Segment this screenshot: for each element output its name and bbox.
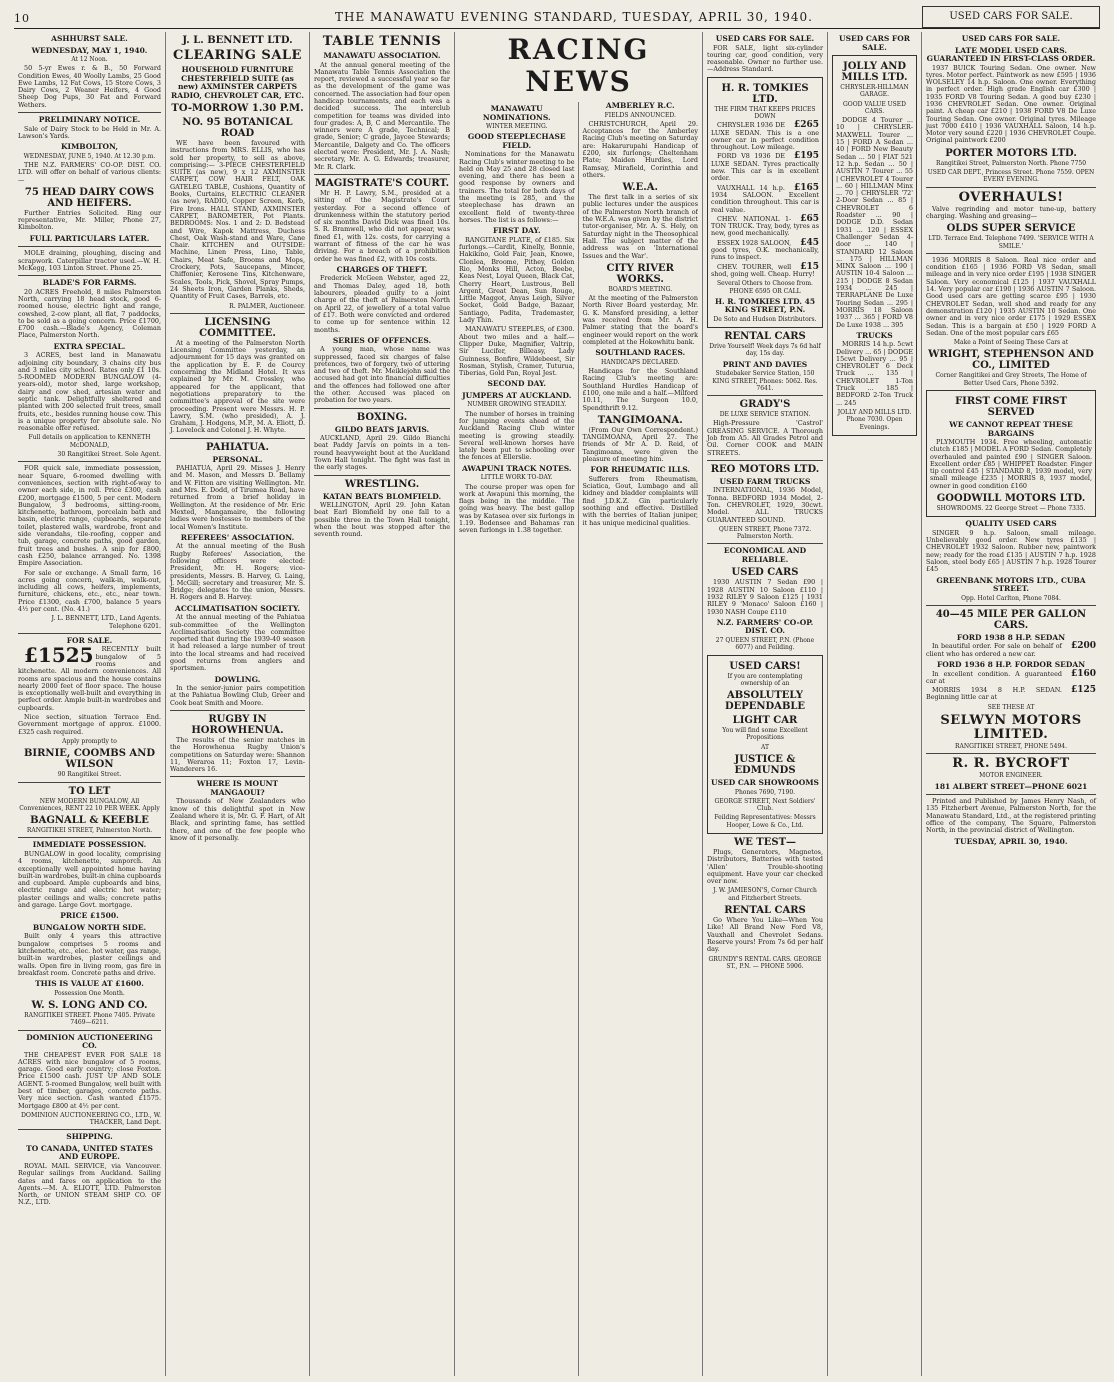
personal-text: PAHIATUA, April 29. Misses J. Henry and M. Mason, and Messrs D. Bellamy and W. Fitton are visiting Wellington. Mr. and Mrs. E. Dodd, of Tirumea Road, have returned from a brief holiday in Wellington. At the residence of Mr. Eric Mexted, Mangamaire, the following ladies were hostesses to members of the local Women's Institute. (170, 464, 305, 531)
ford-1938-text: In beautiful order. For sale on behalf of client who has ordered a new car. (926, 642, 1062, 658)
wright-address: Corner Rangitikei and Grey Streets, The Home of Better Used Cars, Phone 5392. (935, 372, 1087, 387)
column-7 (922, 32, 1100, 1376)
blades-text: 20 ACRES Freehold, 8 miles Palmerston North, carrying 18 head stock, good 6-roomed house, electric light and range, cowshed, 2-cow plant, all flat, 7 paddocks, to be sold as a going concern. Price £1700, £700 cash.—Blade's Agency, Coleman Place, Palmerston North. (18, 287, 161, 340)
ford-1936-heading: FORD 1936 8 H.P. FORDOR SEDAN (936, 660, 1086, 670)
jolly-sub: CHRYSLER-HILLMAN GARAGE. (840, 84, 909, 99)
car-price: £65 (800, 213, 819, 224)
mangaoui-text: Thousands of New Zealanders who know of this delightful spot in New Zealand where it is, Mr. G. F. Hart, of Alt Black, and sprinting fame, has settled there, and one of the few people who know of it personally. (170, 797, 305, 842)
porter-car-list: 1937 BUICK Touring Sedan. One owner. New tyres. Motor perfect. Paintwork as new £595 | 1936 WOLSELEY 14 h.p. Saloon. One owner. Everything in perfect order. High grade English car £300 | 1935 FORD V8 Touring Sedan. A good buy £230 | 1936 CHEVROLET Sedan. One owner. Original paint. A cheap car £210 | 1938 FORD V8 De Luxe Touring Sedan. One owner. Original tyres. Mileage just 7000 £410 | 1936 VAUXHALL Saloon, 14 h.p. Motor very sound £220 | 1936 CHEVROLET Coupe. Original paintwork £200 (926, 63, 1096, 145)
divider (926, 253, 1096, 254)
nz-farmers-text: THE N.Z. FARMERS' CO-OP. DIST. CO. LTD. will offer on behalf of various clients:— (18, 160, 161, 184)
section-text: Nice section, situation Terrace End. Government mortgage of approx. £1000. £325 cash required. (18, 713, 161, 736)
reo-sub: USED FARM TRUCKS (719, 476, 811, 486)
quality-heading: QUALITY USED CARS (965, 519, 1057, 529)
ashhurst-sale-time: At 12 Noon. (71, 56, 108, 63)
grundy-address: GRUNDY'S RENTAL CARS. GEORGE ST., P.N. — PHONE 5906. (708, 955, 822, 970)
divider (18, 1030, 161, 1031)
table-tennis-text: At the annual general meeting of the Manawatu Table Tennis Association the report, reviewed a successful year so far as the development of the game was concerned. The association had four open handicap tournaments, and each was a decided success. The interclub competition for teams was divided into four grades: A, B, C and Mercantile. The winners were A grade, Technical; B grade, Senior; C grade, Jaycee Stewards; Mercantile, Dalgety and Co. The officers elected were: President, Mr. J. A. Nash; secretary, Mr. A. G. Edwards; treasurer, Mr. R. Clark. (314, 60, 450, 171)
tangimoana-text: (From Our Own Correspondent.) TANGIMOANA, April 27. The friends of Mr A. D. Reid, of Tangimoana, were given the pleasure of meeting him. (582, 425, 698, 463)
divider (18, 461, 161, 462)
acclimatisation-text: At the annual meeting of the Pahiatua sub-committee of the Wellington Acclimatisation Society the committee reported that during the 1939-40 season it had released a large number of trout into the local streams and had received good returns from anglers and sportsmen. (170, 613, 305, 673)
overhauls-text: Valve regrinding and motor tune-up, battery charging. Washing and greasing— (926, 204, 1096, 220)
mangaoui-heading: WHERE IS MOUNT MANGAOUI? (196, 779, 279, 797)
full-particulars: FULL PARTICULARS LATER. (29, 233, 150, 243)
further-entries: Further Entries Solicited. Ring our representative, Mr. Miller, Phone 27, Kimbolton. (18, 208, 161, 232)
racing-subcolumns (459, 102, 698, 1376)
royal-mail-text: ROYAL MAIL SERVICE, via Vancouver. Regular sailings from Auckland. Sailing dates and fares on application to the Agents.—M. A. ELIOTT, LTD. Palmerston North, or UNION STEAM SHIP CO. OF N.Z., LTD. (18, 1161, 161, 1207)
table-tennis-heading: TABLE TENNIS (322, 34, 442, 49)
jolly-sub2: GOOD VALUE USED CARS. (843, 100, 906, 115)
divider (18, 837, 161, 838)
pahiatua-heading: PAHIATUA. (206, 441, 269, 453)
tomkies-close: Several Others to Choose from. PHONE 6595 OR CALL (717, 280, 813, 295)
personal-heading: PERSONAL. (212, 454, 263, 464)
licensing-text: At a meeting of the Palmerston North Licensing Committee yesterday, an adjournment for 15 days was granted on the application by E. F. de Courcy concerning the Midland Hotel. It was explained by Mr. M. Crossley, who appeared for the applicant, that negotiations preparatory to the committee's approval of the site were proceeding. Present were Messrs. H. P. Lawry, S.M. (who presided), A. J. Graham, J. Hodgens, M.P., M. A. Eliott, D. J. Lovelock and Colonel J. H. Whyte. (170, 338, 305, 435)
dowling-heading: DOWLING. (214, 674, 261, 684)
jamieson: J. W. JAMIESON'S, Corner Church and Fitzherbert Streets. (713, 887, 817, 902)
reo-address: QUEEN STREET, Phone 7372. Palmerston North. (718, 525, 812, 541)
nominations-text: Nominations for the Manawatu Racing Club's winter meeting to be held on May 25 and 28 closed last evening, and there has been a good response by owners and trainers. The total for both days of the meeting is 285, and the steeplechase has drawn an excellent field of twenty-three horses. The list is as follows:— (459, 150, 575, 224)
olds-address: LTD. Terrace End. Telephone 7499. 'SERVICE WITH A SMILE.' (928, 235, 1094, 250)
amberley-text: CHRISTCHURCH, April 29. Acceptances for the Amberley Racing Club's meeting on Saturday are: Hakarurupahi Handicap of £200, six furlongs; Cheltenham Plate; Maiden Hurdles, Lord Ramsay, Mirafield, Corinthia and others. (582, 119, 698, 179)
mpg-heading: 40—45 MILE PER GALLON CARS. (935, 608, 1087, 631)
porter-address: Rangitikei Street, Palmerston North. Phone 7750 (935, 159, 1087, 167)
boxing-sub: GILDO BEATS JARVIS. (334, 424, 430, 434)
divider (18, 275, 161, 276)
col6-header: USED CARS FOR SALE. (839, 34, 910, 52)
immediate-possession-heading: IMMEDIATE POSSESSION. (32, 840, 147, 850)
divider (314, 408, 450, 409)
tomkies-sub: THE FIRM THAT KEEPS PRICES DOWN (714, 105, 816, 120)
rugby-heading: RUGBY IN HOROWHENUA. (191, 714, 284, 736)
referees-text: At the annual meeting of the Bush Rugby Referees' Association, the following officers were elected: President, Mr. H. Rogers; vice-presidents, Messrs. B. Harvey, G. Laing, J. McGill; secretary and treasurer, Mr. S. Bridge; delegates to the union, Messrs. H. Rogers and B. Harvey. (170, 542, 305, 602)
acclimatisation-heading: ACCLIMATISATION SOCIETY. (175, 603, 300, 613)
divider (170, 313, 305, 314)
nz-farmers-sig: N.Z. FARMERS' CO-OP. DIST. CO. (716, 617, 814, 636)
tangimoana-heading: TANGIMOANA. (597, 414, 683, 426)
car-listing: VAUXHALL 14 h.p. 1934 SALOON. Excellent condition throughout. This car is real value. (711, 183, 819, 214)
bagnall-keeble: BAGNALL & KEEBLE (30, 815, 149, 827)
dowling-text: In the senior-junior pairs competition at the Pahiatua Bowling Club, Greer and Cook beat Smith and Moore. (170, 684, 305, 707)
divider (926, 794, 1096, 795)
theft-heading: CHARGES OF THEFT. (336, 264, 428, 274)
wrestling-text: WELLINGTON, April 29. John Katan beat Earl Blomfield by one fall to a possible three in the Town Hall tonight, when the bout was stopped after the seventh round. (314, 501, 450, 539)
divider (707, 543, 823, 544)
jolly-address: JOLLY AND MILLS LTD. Phone 7030. Open Evenings. (837, 408, 912, 431)
used-car-dept: USED CAR DEPT., Princess Street. Phone 7559. OPEN EVERY EVENING. (927, 169, 1095, 184)
col5-header: USED CARS FOR SALE. (715, 34, 815, 43)
car-price: £15 (800, 261, 819, 272)
bungalow-price: PRICE £1500. (60, 911, 119, 921)
divider (707, 395, 823, 396)
mcdonald-address: 30 Rangitikei Street. Sole Agent. (57, 451, 161, 459)
grundy-text: Go Where You Like—When You Like! All Brand New Ford V8, Vauxhall and Chevrolet Sedans. Reserve yours! From 7s 6d per half day. (707, 916, 823, 954)
possession-line: Possession One Month. (54, 989, 125, 997)
wea-text: The first talk in a series of six public lectures under the auspices of the Palmerston North branch of the W.E.A. was given by the district tutor-organiser, Mr. A. S. Hely, on Saturday night in the Theosophical Hall. The subject matter of the address was on 'International Issues and the War'. (582, 193, 698, 260)
goodwill-car-list: PLYMOUTH 1934. Free wheeling, automatic clutch £185 | MODEL A FORD Sedan. Completely overhauled and painted £90 | SINGER Saloon. Excellent order £85 | WHIPPET Roadster. Finger tip control £45 | STANDARD 8, 1939 model, very small mileage £235 | MORRIS 8, 1937 model, owner in good condition £160 (930, 438, 1092, 490)
offences-heading: SERIES OF OFFENCES. (332, 335, 432, 345)
justice-showrooms: USED CAR SHOWROOMS (711, 778, 819, 788)
magistrate-heading: MAGISTRATE'S COURT. (314, 177, 450, 189)
blades-heading: BLADE'S FOR FARMS. (42, 278, 137, 288)
justice-address: GEORGE STREET, Next Soldiers' Club. (714, 797, 816, 813)
offences-text: A young man, whose name was suppressed, faced six charges of false pretences, two of forgery, two of uttering and two of theft. Mr. Meiklejohn said the accused had got into financial difficulties and the offences had followed one after the other. Accused was placed on probation for two years. (314, 345, 450, 405)
selwyn-address: RANGITIKEI STREET, PHONE 5494. (954, 743, 1067, 751)
birnie-coombs-wilson: BIRNIE, COOMBS AND WILSON (23, 748, 156, 771)
nz-farmers-address: 27 QUEEN STREET, P.N. (Phone 6077) and Feilding. (715, 636, 815, 652)
small-farm-text: For sale or exchange. A Small farm, 16 acres going concern, walk-in, walk-out, including all cows, heifers, implements, furniture, chickens, etc., etc., near town. Price £1300, cash £700, balance 5 years 4½ per cent. (No. 41.) (18, 568, 161, 614)
trucks-heading: TRUCKS (856, 330, 893, 340)
bennett-heading: J. L. BENNETT LTD. (182, 35, 293, 46)
ws-long-address: RANGITIKEI STREET. Phone 7405. Private 7469—6211. (24, 1011, 155, 1027)
bycroft-address: 181 ALBERT STREET—PHONE 6021 (934, 781, 1088, 791)
divider (170, 710, 305, 711)
greenbank-motors: GREENBANK MOTORS LTD., CUBA STREET. (936, 575, 1086, 594)
dominion-signature: DOMINION AUCTIONEERING CO., LTD., W. THACKER, Land Dept. (20, 1111, 161, 1127)
bycroft-sub: MOTOR ENGINEER. (979, 772, 1043, 780)
rental-cars-heading: RENTAL CARS (724, 331, 806, 343)
masthead-used-cars-box: USED CARS FOR SALE. (922, 6, 1100, 28)
first-day-heading: FIRST DAY. (492, 226, 541, 236)
newspaper-title: THE MANAWATU EVENING STANDARD, TUESDAY, APRIL 30, 1940. (334, 10, 813, 24)
divider (18, 633, 161, 634)
morris-price: £125 (1070, 685, 1096, 696)
bagnall-address: RANGITIKEI STREET, Palmerston North. (26, 827, 153, 835)
first-come-heading: FIRST COME FIRST SERVED (955, 396, 1067, 418)
wright-stephenson: WRIGHT, STEPHENSON AND CO., LIMITED (928, 349, 1094, 372)
kimbolton-heading: KIMBOLTON, (60, 142, 119, 152)
dominion-text: THE CHEAPEST EVER FOR SALE 18 ACRES with nice bungalow of 5 rooms, garage. Good early country; close Foxton. Price £1500 cash. JUST UP AND SOLE AGENT. 5-roomed Bungalow, well built with best of timber, garages, concrete paths. Very nice section. Cash wanted £1575. Mortgage £800 at 4½ per cent. (18, 1050, 161, 1110)
north-side-heading: BUNGALOW NORTH SIDE. (32, 922, 147, 932)
jumpers-text: The number of horses in training for jumping events ahead of the Auckland Racing Club winter meeting is growing steadily. Several well-known horses have lately been put to schooling over the fences at Ellerslie. (459, 409, 575, 462)
mole-draining-ad: MOLE draining, ploughing, discing and scrapwork. Caterpillar tractor used.—W. H. McKegg, 103 Linton Street. Phone 25. (18, 249, 161, 272)
amberley-sub: FIELDS ANNOUNCED. (604, 111, 676, 119)
wright-car-list: 1936 MORRIS 8 Saloon. Real nice order and condition £165 | 1936 FORD V8 Sedan, small mileage and in very nice order £195 | 1938 SINGER Saloon. Very economical £125 | 1937 VAUXHALL 14. Very popular car £190 | 1936 AUSTIN 7 Saloon. Good used cars are getting scarce £95 | 1930 CHEVROLET Sedan, well shod and ready for any demonstration £120 | 1935 AUSTIN 10 Sedan. One owner and in very nice order £175 | 1929 ESSEX Sedan. This is a bargain at £50 | 1929 FORD A Sedan. One of the most popular cars £65 (926, 255, 1096, 337)
apply-promptly: Apply promptly to (62, 737, 117, 745)
tomkies-address: H. R. TOMKIES LTD. 45 KING STREET, P.N. (714, 296, 816, 315)
wea-heading: W.E.A. (622, 182, 658, 194)
car-price: £265 (793, 120, 819, 131)
selwyn-motors: SELWYN MOTORS LIMITED. (940, 713, 1082, 743)
car-listing: FORD V8 1936 DE LUXE SEDAN. Tyres practically new. This car is in excellent order. (711, 152, 819, 183)
botanical-road-address: NO. 95 BOTANICAL ROAD (182, 117, 293, 139)
economical-heading: ECONOMICAL AND RELIABLE. (723, 546, 807, 564)
magistrate-text: Mr H. P. Lawry, S.M., presided at a sitting of the Magistrate's Court yesterday. For a second offence of drunkenness within the statutory period of six months David Dick was fined 10s. S. R. Bramwell, who did not appear, was fined £1, with 12s. costs, for carrying a warrant of fitness of the car he was driving. For a breach of a prohibition order he was fined £2, with 10s costs. (314, 188, 450, 263)
page-number: 10 (14, 12, 30, 25)
north-side-text: Built only 4 years this attractive bungalow comprises 5 rooms and kitchenette, etc., elec. hot water, gas range, built-in wardrobes, plaster ceilings and walls. Open fire in living room, gas fire in breakfast room. Concrete paths and drive. (18, 932, 161, 977)
divider (18, 112, 161, 113)
feilding-reps: Feilding Representatives: Messrs Hooper, Lowe & Co., Ltd. (714, 814, 816, 829)
notice-heading: PRELIMINARY NOTICE. (38, 115, 141, 125)
imprint: Printed and Published by James Henry Nash, of 135 Fitzherbert Avenue, Palmerston North, for the Manawatu Standard, Ltd., at the registered printing office of the company, The Square, Palmerston North, in the provincial district of Wellington. (926, 797, 1096, 835)
masthead (14, 6, 1100, 29)
grundy-rental-heading: RENTAL CARS (724, 905, 806, 917)
canada-heading: TO CANADA, UNITED STATES AND EUROPE. (26, 1143, 153, 1162)
quality-car-list: SINGER 9 h.p. Saloon, small mileage. Unbelievably good order. New tyres £135 | CHEVROLET 1932 Saloon. Rubber new, paintwork new; ready for the road £135 | AUSTIN 7 h.p. 1928 Saloon, steel body £65 | AUSTIN 7 h.p. 1928 Tourer £45 (926, 528, 1096, 574)
print-davies-address: Studebaker Service Station, 150 KING STREET, Phones: 5062. Res. 7641. (712, 370, 818, 392)
price-1525: £1525 (24, 643, 94, 668)
jolly-mills: JOLLY AND MILLS LTD. (841, 61, 908, 83)
steeplechase-sub: GOOD STEEPLECHASE FIELD. (467, 132, 566, 150)
rheumatic-heading: FOR RHEUMATIC ILLS. (590, 465, 690, 475)
justice-phones: Phones 7690, 7190. (734, 788, 796, 796)
theft-text: Frederick McGeen Webster, aged 22, and Thomas Daley, aged 18, both labourers, pleaded guilty to a joint charge of the theft at Palmerston North on April 22, of jewellery of a total value of £17. Both were convicted and ordered to come up for sentence within 12 months. (314, 274, 450, 334)
quick-sale-text: FOR quick sale, immediate possession, near Square, 6-roomed dwelling with conveniences, section with right-of-way to owner each side, in roll. Price £300, cash £200, mortgage £1500, 5 per cent. Modern Bungalow, 3 bedrooms, sitting-room, kitchenette, bathroom, porcelain bath and basin, electric range, cupboards, separate toilet, plastered walls, wardrobe, front and side verandahs, tile-roofing, copper and tub, garage, concrete paths, good garden, fruit trees and bushes. A snip for £800, cash £250, balance arranged. No. 1398 Empire Association. (18, 464, 161, 568)
economical-list: 1930 AUSTIN 7 Sedan £90 | 1928 AUSTIN 10 Saloon £110 | 1932 RILEY 9 Saloon £125 | 1931 RILEY 9 'Monaco' Saloon £160 | 1930 NASH Coupe £110 (707, 578, 823, 616)
bycroft-heading: R. R. BYCROFT (952, 756, 1070, 772)
awapuni-text: The course proper was open for work at Awapuni this morning, the flags being in the middle. The going was heavy. The best gallop was by Katasea over six furlongs in 1.19. Bodensee and Bahamas ran seven furlongs in 1.38 together. (459, 482, 575, 535)
tomkies-ad (707, 77, 823, 328)
tomorrow-time: TO-MORROW 1.30 P.M. (171, 103, 304, 114)
reo-motors: REO MOTORS LTD. (710, 463, 820, 475)
nominations-sub: WINTER MEETING. (485, 123, 548, 130)
cannot-repeat: WE CANNOT REPEAT THESE BARGAINS (949, 420, 1073, 438)
divider (314, 174, 450, 175)
awapuni-sub: LITTLE WORK TO-DAY. (480, 474, 553, 482)
gradys-sub: DE LUXE SERVICE STATION. (719, 411, 811, 419)
stock-list: 50 5-yr Ewes r. & B., 50 Forward Condition Ewes, 40 Woolly Lambs, 25 Good Ewe Lambs, 12 Fat Cows, 15 Store Cows, 3 Dairy Cows, 2 Weaner Heifers, 4 Good Sheep Dog Pups, 30 Fat and Forward Wethers. (18, 64, 161, 109)
overhauls-heading: OVERHAULS! (958, 189, 1064, 205)
awapuni-heading: AWAPUNI TRACK NOTES. (461, 463, 572, 473)
tomkies-agents: De Soto and Hudson Distributors. (713, 315, 817, 323)
ashhurst-sale-date: WEDNESDAY, MAY 1, 1940. (31, 45, 148, 55)
car-listing: CHEV. NATIONAL 1-TON TRUCK. Tray, body, tyres as new, good mechanically. (711, 214, 819, 238)
palmer-signature: R. PALMER, Auctioneer. (229, 302, 305, 310)
divider (18, 782, 161, 783)
extra-special-heading: EXTRA SPECIAL. (53, 341, 126, 351)
shipping-heading: SHIPPING. (66, 1132, 113, 1142)
justice-edmunds-ad (707, 655, 823, 834)
divider (18, 246, 161, 247)
jumpers-sub: NUMBER GROWING STEADILY. (467, 401, 567, 409)
referees-heading: REFEREES' ASSOCIATION. (180, 532, 295, 542)
morris-text: MORRIS 1934 8 H.P. SEDAN. Beginning little car at (926, 686, 1062, 702)
rangitane-plate: RANGITANE PLATE, of £185. Six furlongs.—Cardit, Kinelly, Bonnie, Hakikino, Gold Fair, Jean, Knowe, Clonlea, Broome, Pithey, Golden Rio, Monks Hill, Acton, Beebe, Keas Nest, Loyal Queen, Black Cat, Cherry Heart, Lustrous, Bell Argent, Great Dean, Sun Rouge, Little Maggot, Anyas Leigh, Silver Socket, Gold Badge, Bazaar, Santiago, Padita, Trademaster, Lady Thin. (459, 235, 575, 325)
gradys-text: High-Pressure 'Castrol' GREASING SERVICE. A Thorough Job from A5. All Grades Petrol and Oil. Corner COOK and MAIN STREETS. (707, 419, 823, 457)
city-river-sub: BOARD'S MEETING. (608, 285, 673, 293)
southland-text: Handicaps for the Southland Racing Club's meeting are: Southland Hurdles Handicap of £100, one mile and a half.—Milford 10.11, The Surgeon 10.0, Spendthrift 9.12. (582, 367, 698, 412)
licensing-heading: LICENSING COMMITTEE. (199, 316, 276, 339)
car-listing: ESSEX 1928 SALOON, good tyres, O.K. mechanically, runs to inspect. (711, 238, 819, 262)
jolly-trucks-list: MORRIS 14 h.p. 5cwt Delivery ... 65 | DODGE 15cwt Delivery ... 95 | CHEVROLET 6 Deck Truck ... 135 | CHEVROLET 1-Ton Truck ... 185 | BEDFORD 2-Ton Truck ... 245 (836, 340, 913, 407)
absolutely-dependable: ABSOLUTELY DEPENDABLE (724, 690, 806, 713)
column-1 (14, 32, 166, 1376)
table-tennis-sub: MANAWATU ASSOCIATION. (323, 51, 441, 60)
extra-special-text: 3 ACRES, best land in Manawatu adjoining city boundary, 3 chains city bus and 3 miles city school. Rates only £1 10s. 5-ROOMED MODERN BUNGALOW (4-years-old), motor shed, large workshop, dairy and cow shed, artesian water and septic tank. Delightfully sheltered and planted with 200 selected fruit trees, small fruits, etc., besides running house cow. This is a unique property for absolute sale. No reasonable offer refused. (18, 351, 161, 433)
tomkies-heading: H. R. TOMKIES LTD. (721, 82, 809, 105)
car-price: £45 (800, 237, 819, 248)
gradys-heading: GRADY'S (739, 399, 791, 411)
justice-edmunds: JUSTICE & EDMUNDS (734, 754, 796, 777)
rheumatic-text: Sufferers from Rheumatism, Sciatica, Gout, Lumbago and all kidney and bladder complaints will find J.D.K.Z. Gin particularly soothing and effective. Distilled with the berries of Italian juniper, it has unique medicinal qualities. (582, 474, 698, 527)
reo-text: INTERNATIONAL, 1936 Model, Tonna. BEDFORD 1934 Model, 2-Ton. CHEVROLET, 1929, 30cwt. Model. ALL TRUCKS GUARANTEED SOUND. (707, 486, 823, 524)
justice-intro: If you are contemplating ownership of an (727, 672, 803, 687)
kimbolton-date: WEDNESDAY, JUNE 5, 1940. At 12.30 p.m. (23, 152, 156, 160)
column-2 (166, 32, 310, 1376)
light-car: LIGHT CAR (732, 715, 798, 727)
ford-1938-heading: FORD 1938 8 H.P. SEDAN (956, 632, 1066, 642)
to-let-heading: TO LET (68, 785, 111, 797)
birnie-address: 90 Rangitikei Street. (57, 771, 122, 779)
bungalow-text: BUNGALOW in good locality, comprising 4 rooms, kitchenette, sunporch. An exceptionally well appointed home having built-in wardrobes, built-in china cupboards and cupboard. Ample cupboards and bins, electric range and electric hot water; plaster ceilings and walls; concrete paths and garage. Large Govt. mortgage. (18, 849, 161, 910)
justice-text: You will find some Excellent Propositions (722, 727, 808, 742)
jumpers-heading: JUMPERS AT AUCKLAND. (462, 390, 572, 400)
manawatu-steeples: MANAWATU STEEPLES, of £300. About two miles and a half.—Clipper Duke, Magnifier, Valtrip, Sir Lucifer, Billeasy, Lady Guinness, Bonfire, Wildebeest, Sir Rosman, Stylish, Cramer, Tuturua, Tiberias, Gold Pan, Royal Jest. (459, 325, 575, 378)
second-day-heading: SECOND DAY. (487, 379, 547, 389)
we-test-text: Plugs, Generators, Magnetos, Distributors, Batteries with tested 'Allen' Trouble-shooting equipment. Have your car checked over now. (707, 848, 823, 886)
ford-1936-price: £160 (1070, 668, 1096, 679)
touring-car-ad: FOR SALE, light six-cylinder touring car, good condition, very reasonable. Owner no further use.—Address Standard. (707, 43, 823, 74)
car-listing: CHEV. TOURER, well shod, going well. Cheap. Hurry! (711, 262, 815, 278)
city-river-heading: CITY RIVER WORKS. (606, 262, 674, 285)
dominion-heading: DOMINION AUCTIONEERING CO. (26, 1032, 153, 1050)
divider (170, 776, 305, 777)
goodwill-address: SHOWROOMS. 22 George Street — Phone 7335. (936, 505, 1086, 513)
rugby-text: The results of the senior matches in the Horowhenua Rugby Union's competitions on Saturday were: Shannon 11, Weraroa 11; Foxton 17, Levin-Wanderers 16. (170, 736, 305, 774)
column-6 (828, 32, 922, 1376)
column-5 (703, 32, 828, 1376)
recent-bungalow-text: RECENTLY built bungalow of 5 rooms and kitchenette. All modern conveniences. All rooms are spacious and the house contains nearly 2000 feet of floor space. The house is exceptionally well-built and everything in perfect order. Ample built-in wardrobes and cupboards. (18, 645, 161, 712)
racing-news-title: RACING NEWS (507, 33, 650, 98)
print-davies: PRINT AND DAVIES (722, 359, 808, 369)
wright-close: Make a Point of Seeing These Cars at (953, 339, 1069, 347)
column-3 (310, 32, 455, 1376)
car-price: £195 (793, 151, 819, 162)
porter-motors: PORTER MOTORS LTD. (945, 147, 1077, 159)
used-cars-heading: USED CARS (731, 567, 799, 579)
nominations-heading: MANAWATU NOMINATIONS. (482, 104, 551, 122)
ford-1936-text: In excellent condition. A guaranteed car at (926, 669, 1062, 685)
full-details: Full details on application to KENNETH McDONALD, (28, 434, 151, 449)
greenbank-address: Opp. Hotel Carlton, Phone 7084. (961, 594, 1061, 602)
jolly-car-list: DODGE 4 Tourer ... 10 | CHRYSLER-MAXWELL Tourer ... 15 | FORD A Sedan ... 40 | FORD New Beauty Sedan ... 50 | FIAT 521 12 h.p. Sedan ... 50 | AUSTIN 7 Tourer ... 55 | CHEVROLET 4 Tourer ... 60 | HILLMAN Minx ... 70 | CHRYSLER '72' 2-Door Sedan ... 85 | CHEVROLET 6 Roadster ... 90 | DODGE D.D. Sedan 1931 ... 120 | ESSEX Challenger Sedan 4-door ... 140 | STANDARD 12 Saloon ... 175 | HILLMAN MINX Saloon ... 190 | AUSTIN 10-4 Saloon ... 215 | DODGE 8 Sedan 1934 ... 245 | TERRAPLANE De Luxe Touring Sedan ... 295 | MORRIS 18 Saloon 1937 ... 365 | FORD V8 De Luxe 1938 ... 395 (836, 116, 913, 329)
southland-heading: SOUTHLAND RACES. (595, 348, 686, 358)
wrestling-heading: WRESTLING. (344, 478, 420, 490)
jolly-mills-ad (832, 55, 917, 436)
boxing-heading: BOXING. (356, 411, 408, 423)
divider (314, 475, 450, 476)
notice-text: Sale of Dairy Stock to be Held in Mr. A. Lawson's Yards. (18, 124, 161, 140)
clearing-sale-heading: CLEARING SALE (173, 48, 302, 63)
rental-cars-text: Drive Yourself! Week days 7s 6d half day, 15s day. (709, 343, 821, 358)
boxing-text: AUCKLAND, April 29. Gildo Bianchi beat Paddy Jarvis on points in a ten-round heavyweight bout at the Auckland Town Hall tonight. The fight was fast in the early stages. (314, 434, 450, 472)
divider (18, 1129, 161, 1130)
car-listing: CHRYSLER 1936 DE LUXE SEDAN. This is a one owner car in perfect condition throughout. Low mileage. (711, 121, 819, 152)
used-cars-exclaim: USED CARS! (729, 660, 801, 672)
southland-sub: HANDICAPS DECLARED. (601, 358, 680, 366)
dairy-heifers-heading: 75 HEAD DAIRY COWS AND HEIFERS. (24, 186, 155, 209)
divider (926, 753, 1096, 754)
city-river-text: At the meeting of the Palmerston North River Board yesterday, Mr. G. K. Mansford presiding, a letter was received from Mr. A. H. Palmer stating that the board's engineer would report on the work completed at the Hokowhitu bank. (582, 294, 698, 346)
divider (926, 187, 1096, 188)
car-price: £165 (793, 182, 819, 193)
value-line: THIS IS VALUE AT £1600. (35, 979, 144, 989)
bennett-signature: J. L. BENNETT, LTD., Land Agents. Telephone 6201. (51, 615, 161, 630)
ashhurst-sale-heading: ASHHURST SALE. (51, 34, 128, 43)
for-sale-heading: FOR SALE. (66, 635, 113, 645)
divider (926, 605, 1096, 606)
clearing-sale-body: WE have been favoured with instructions from MRS. ELLIS, who has sold her property, to sell as above, comprising:— 3-PIECE CHESTERFIELD SUITE (as new), 9 x 12 AXMINSTER CARPET, COW HAIR FELT, OAK GATELEG TABLE, Cushions, Quantity of Books, Curtains, ELECTRIC CLEANER (as new), RADIO, Copper Screen, Kerb, Fire Irons. HALL STAND, AXMINSTER CARPET, BAROMETER, Pot Plants. BEDROOMS: Nos. 1 and 2: D. Bedstead and Wire, Kapok Mattress, Duchess Chest, Oak Wash-stand and Ware, Cane Chair. KITCHEN and OUTSIDE: Machine, Linen Press, Lino, Table, Chairs, Meat Safe, Brooms and Mops, Crockery, Pots, Saucepans, Mincer, Chiffonier, Kerosene Tins, Kitchenware, Scales, Tools, Pick, Shovel, Spray Pumps, 24 Sheets Iron, Garden Planks, Sheds, Quantity of Fruit Cases, Barrels, etc. (170, 139, 305, 301)
amberley-heading: AMBERLEY R.C. (605, 102, 675, 110)
household-heading: HOUSEHOLD FURNITURE CHESTERFIELD SUITE (as new) AXMINSTER CARPETS RADIO, CHEVROLET CAR, ETC. (171, 65, 304, 100)
goodwill-motors: GOODWILL MOTORS LTD. (936, 493, 1086, 505)
imprint-date: TUESDAY, APRIL 30, 1940. (954, 836, 1068, 846)
porter-intro: LATE MODEL USED CARS. GUARANTEED IN FIRST-CLASS ORDER. (926, 45, 1096, 63)
to-let-text: NEW MODERN BUNGALOW, All Conveniences, RENT 22 10 PER WEEK. Apply (19, 797, 160, 812)
we-test-heading: WE TEST— (733, 837, 797, 848)
see-these-at: SEE THESE AT (987, 703, 1035, 711)
wrestling-sub: KATAN BEATS BLOMFIELD. (322, 491, 442, 501)
olds-super-service: OLDS SUPER SERVICE (946, 223, 1076, 235)
ws-long-company: W. S. LONG AND CO. (31, 999, 148, 1011)
page-columns (14, 32, 1100, 1376)
column-4-racing (455, 32, 703, 1376)
goodwill-ad (926, 390, 1096, 517)
divider (707, 460, 823, 461)
ford-1938-price: £200 (1070, 641, 1096, 652)
justice-at: AT (760, 743, 769, 751)
col7-header: USED CARS FOR SALE. (961, 34, 1061, 43)
divider (170, 438, 305, 439)
